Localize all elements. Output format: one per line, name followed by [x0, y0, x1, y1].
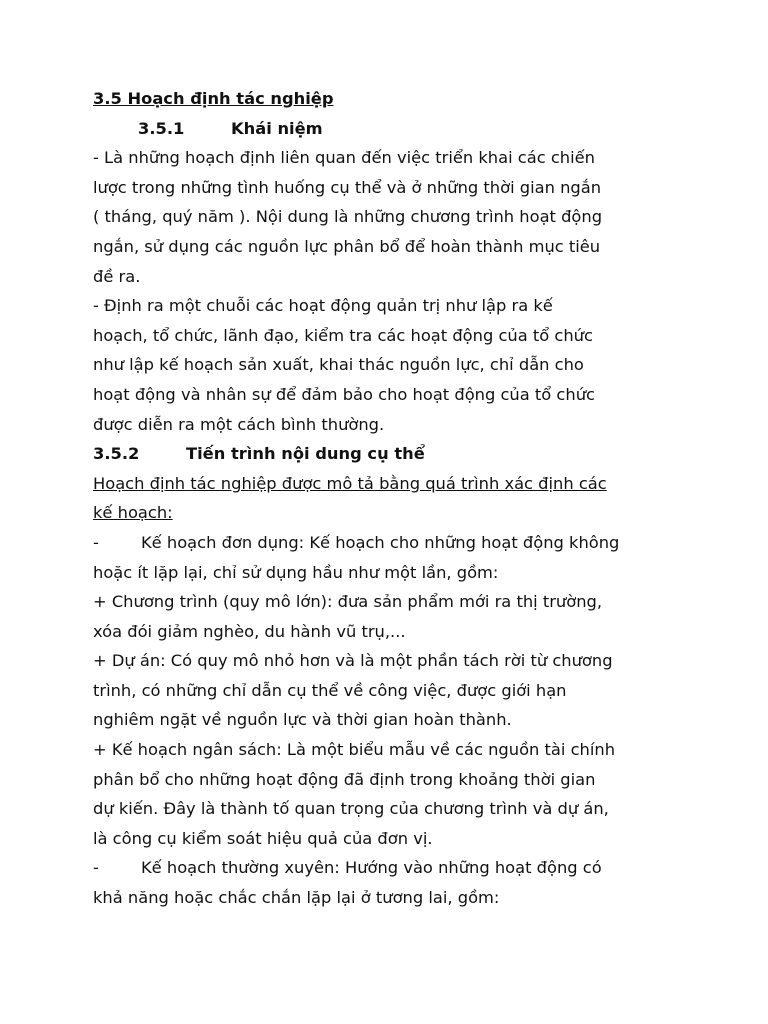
text-line: ( tháng, quý năm ). Nội dung là những chương trình hoạt động: [93, 207, 603, 227]
text-line: - Là những hoạch định liên quan đến việc triển khai các chiến: [93, 148, 595, 168]
text-line: hoặc ít lặp lại, chỉ sử dụng hầu như một lần, gồm:: [93, 562, 499, 582]
text-line: kế hoạch:: [93, 503, 173, 523]
text-line: được diễn ra một cách bình thường.: [93, 414, 385, 434]
paragraph-project: [93, 646, 693, 735]
text-line: như lập kế hoạch sản xuất, khai thác nguồn lực, chỉ dẫn cho: [93, 355, 584, 375]
bullet-dash: -: [93, 858, 99, 878]
text-line: hoạt động và nhân sự để đảm bảo cho hoạt động của tổ chức: [93, 384, 595, 404]
text-span: Kế hoạch đơn dụng: Kế hoạch cho những hoạt động không: [141, 532, 620, 552]
text-line: + Chương trình (quy mô lớn): đưa sản phẩm mới ra thị trường,: [93, 592, 603, 612]
document-page: [93, 84, 693, 913]
paragraph-management-chain: [93, 291, 693, 439]
text-line: lược trong những tình huống cụ thể và ở những thời gian ngắn: [93, 177, 602, 197]
subsection-heading-3-5-2: [93, 439, 693, 469]
text-line: [93, 528, 693, 558]
section-heading: 3.5 Hoạch định tác nghiệp: [93, 89, 334, 108]
intro-underlined: [93, 469, 693, 528]
text-line: + Dự án: Có quy mô nhỏ hơn và là một phần tách rời từ chương: [93, 651, 613, 671]
text-line: trình, có những chỉ dẫn cụ thể về công việc, được giới hạn: [93, 680, 567, 700]
subsection-title: Tiến trình nội dung cụ thể: [186, 444, 425, 464]
text-line: - Định ra một chuỗi các hoạt động quản trị như lập ra kế: [93, 296, 553, 316]
text-line: nghiêm ngặt về nguồn lực và thời gian hoàn thành.: [93, 710, 512, 730]
paragraph-standing-plan: [93, 853, 693, 912]
text-line: + Kế hoạch ngân sách: Là một biểu mẫu về các nguồn tài chính: [93, 740, 616, 760]
bullet-dash: -: [93, 532, 99, 552]
text-line: khả năng hoặc chắc chắn lặp lại ở tương lai, gồm:: [93, 888, 500, 908]
text-line: đề ra.: [93, 266, 141, 286]
subsection-heading-3-5-1: [93, 114, 693, 144]
subsection-title: Khái niệm: [231, 118, 323, 138]
subsection-number: 3.5.2: [93, 444, 140, 464]
text-span: Kế hoạch thường xuyên: Hướng vào những hoạt động có: [141, 858, 602, 878]
text-line: dự kiến. Đây là thành tố quan trọng của chương trình và dự án,: [93, 799, 609, 819]
paragraph-single-use-plan: [93, 528, 693, 587]
paragraph-program: [93, 587, 693, 646]
text-line: hoạch, tổ chức, lãnh đạo, kiểm tra các hoạt động của tổ chức: [93, 325, 593, 345]
text-line: phân bổ cho những hoạt động đã định trong khoảng thời gian: [93, 769, 596, 789]
paragraph-definition: [93, 143, 693, 291]
text-line: xóa đói giảm nghèo, du hành vũ trụ,...: [93, 621, 406, 641]
text-line: Hoạch định tác nghiệp được mô tả bằng quá trình xác định các: [93, 473, 607, 493]
subsection-number: 3.5.1: [138, 118, 185, 138]
text-line: [93, 853, 693, 883]
text-line: là công cụ kiểm soát hiệu quả của đơn vị.: [93, 828, 433, 848]
text-line: ngắn, sử dụng các nguồn lực phân bổ để hoàn thành mục tiêu: [93, 236, 601, 256]
paragraph-budget: [93, 735, 693, 853]
